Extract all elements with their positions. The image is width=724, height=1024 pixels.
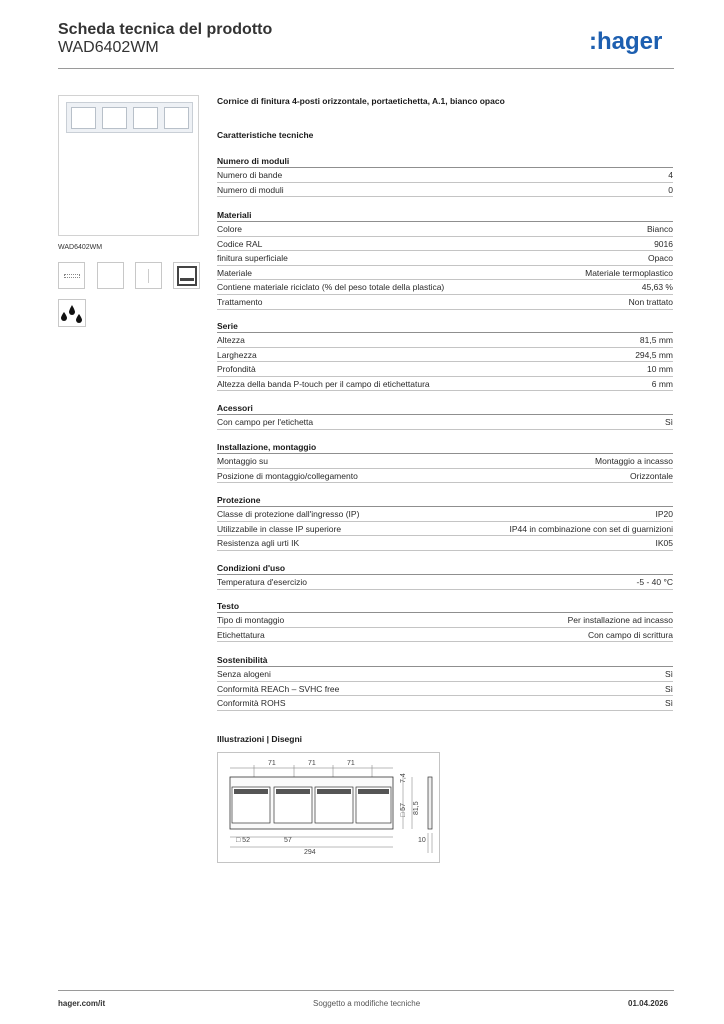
hager-logo xyxy=(589,26,675,56)
spec-section-condizioni xyxy=(217,562,673,590)
spec-row: Altezza della banda P-touch per il campo di etichettatura 6 mm xyxy=(217,377,673,392)
footer-divider xyxy=(58,990,674,991)
spec-section-serie xyxy=(217,320,673,391)
dim-inner-height: □ 57 xyxy=(400,803,407,817)
spec-section-installazione xyxy=(217,441,673,483)
spec-row: Trattamento Non trattato xyxy=(217,295,673,310)
spec-row: Con campo per l'etichetta Sì xyxy=(217,415,673,430)
section-heading: Condizioni d'uso xyxy=(217,562,673,575)
spec-row: Materiale Materiale termoplastico xyxy=(217,266,673,281)
illustrations-title: Illustrazioni | Disegni xyxy=(217,734,303,744)
dim-pitch-2: 71 xyxy=(308,760,316,767)
dim-opening: □ 52 xyxy=(236,837,250,844)
spec-section-title: Caratteristiche tecniche xyxy=(217,130,314,140)
spec-section-accessori xyxy=(217,402,673,430)
spec-section-sostenibilita xyxy=(217,654,673,711)
spec-row: Codice RAL 9016 xyxy=(217,237,673,252)
spec-section-testo xyxy=(217,600,673,642)
water-drops-icon xyxy=(58,299,86,327)
section-heading: Sostenibilità xyxy=(217,654,673,667)
spec-row: Senza alogeni Sì xyxy=(217,667,673,682)
section-heading: Materiali xyxy=(217,209,673,222)
section-heading: Acessori xyxy=(217,402,673,415)
page-title: Scheda tecnica del prodotto xyxy=(58,21,273,38)
section-heading: Testo xyxy=(217,600,673,613)
dim-depth: 10 xyxy=(418,837,426,844)
spec-row: Larghezza 294,5 mm xyxy=(217,348,673,363)
footer-date: 01.04.2026 xyxy=(628,999,669,1008)
section-heading: Numero di moduli xyxy=(217,155,673,168)
dim-pitch-1: 71 xyxy=(268,760,276,767)
spec-row: Etichettatura Con campo di scrittura xyxy=(217,628,673,643)
spec-row: Posizione di montaggio/collegamento Orizzontale xyxy=(217,469,673,484)
spec-row: Numero di moduli 0 xyxy=(217,183,673,198)
side-view-thumb-icon[interactable] xyxy=(173,262,200,289)
dim-pitch-3: 71 xyxy=(347,760,355,767)
label-thumb-icon[interactable] xyxy=(58,262,85,289)
spec-section-moduli xyxy=(217,155,673,197)
section-heading: Protezione xyxy=(217,494,673,507)
spec-row: Resistenza agli urti IK IK05 xyxy=(217,536,673,551)
footer-note: Soggetto a modifiche tecniche xyxy=(313,999,421,1008)
footer-website-link[interactable]: hager.com/it xyxy=(58,999,106,1008)
product-description: Cornice di finitura 4-posti orizzontale, portaetichetta, A.1, bianco opaco xyxy=(217,96,505,106)
product-code: WAD6402WM xyxy=(58,39,159,56)
blank-frame-thumb-icon[interactable] xyxy=(97,262,124,289)
dim-outer-height: 81,5 xyxy=(413,801,420,815)
dim-total-width: 294 xyxy=(304,849,316,856)
spec-row: Utilizzabile in classe IP superiore IP44 in combinazione con set di guarnizioni xyxy=(217,522,673,537)
spec-row: Classe di protezione dall'ingresso (IP) IP20 xyxy=(217,507,673,522)
spec-row: Profondità 10 mm xyxy=(217,362,673,377)
spec-row: Conformità ROHS Sì xyxy=(217,696,673,711)
spec-row: Contiene materiale riciclato (% del peso totale della plastica) 45,63 % xyxy=(217,280,673,295)
section-heading: Serie xyxy=(217,320,673,333)
spec-row: Montaggio su Montaggio a incasso xyxy=(217,454,673,469)
dim-top-offset: 7,4 xyxy=(400,773,407,783)
product-image xyxy=(58,95,199,236)
section-heading: Installazione, montaggio xyxy=(217,441,673,454)
logo-text: :hager xyxy=(589,28,663,55)
technical-drawing xyxy=(217,752,440,863)
image-caption: WAD6402WM xyxy=(58,244,103,251)
header-divider xyxy=(58,68,674,69)
spec-row: Colore Bianco xyxy=(217,222,673,237)
dim-inner-width: 57 xyxy=(284,837,292,844)
spec-row: Altezza 81,5 mm xyxy=(217,333,673,348)
spec-row: Tipo di montaggio Per installazione ad incasso xyxy=(217,613,673,628)
frame-illustration xyxy=(66,102,193,133)
spec-row: Temperatura d'esercizio -5 - 40 °C xyxy=(217,575,673,590)
spec-row: finitura superficiale Opaco xyxy=(217,251,673,266)
spec-row: Numero di bande 4 xyxy=(217,168,673,183)
spec-section-protezione xyxy=(217,494,673,551)
spec-section-materiali xyxy=(217,209,673,310)
spec-row: Conformità REACh – SVHC free Sì xyxy=(217,682,673,697)
narrow-frame-thumb-icon[interactable] xyxy=(135,262,162,289)
